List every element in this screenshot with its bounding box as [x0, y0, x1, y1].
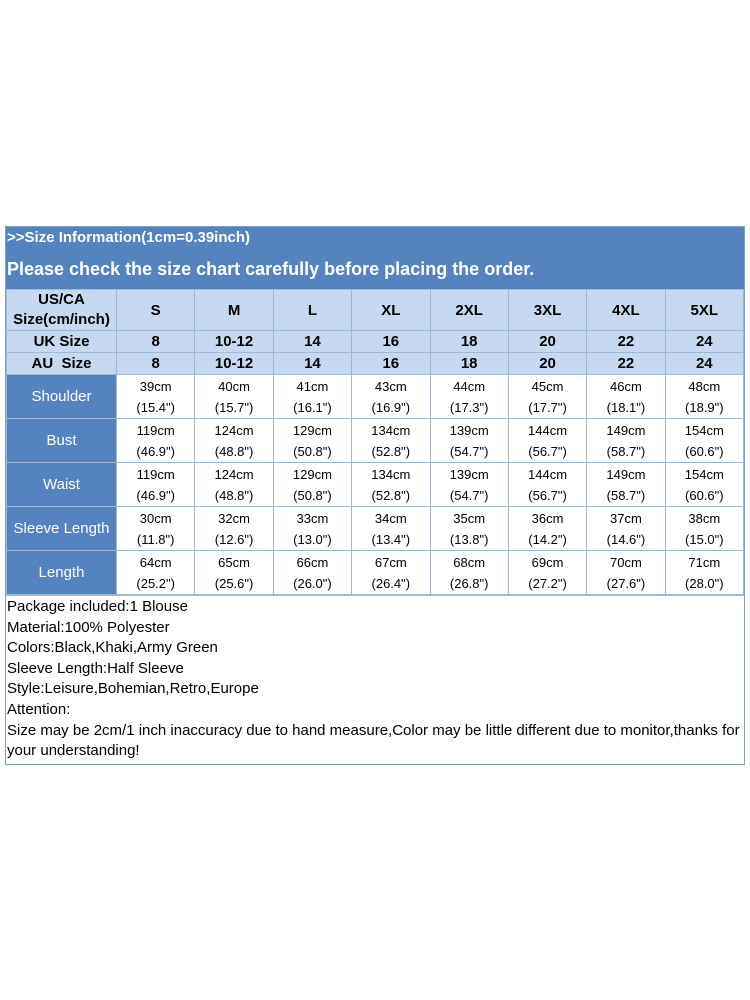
- measurement-cell: [430, 507, 508, 551]
- measurement-inch: (26.0"): [293, 575, 332, 591]
- measurement-label: Waist: [7, 463, 117, 507]
- uk-size-cell: 24: [665, 331, 743, 353]
- measurement-cell: [508, 551, 586, 595]
- measurement-cell: [352, 375, 430, 419]
- measurement-inch: (16.9"): [371, 399, 411, 415]
- product-notes: [6, 595, 744, 764]
- corner-header-cell: [7, 290, 117, 331]
- measurement-inch: (52.8"): [371, 487, 411, 503]
- measurement-cell: [273, 419, 351, 463]
- measurement-cell: [665, 375, 743, 419]
- measurement-cm: 134cm: [371, 422, 411, 438]
- measurement-cell: [273, 463, 351, 507]
- size-header-cell: L: [273, 290, 351, 331]
- measurement-inch: (54.7"): [449, 443, 489, 459]
- measurement-inch: (17.7"): [528, 399, 567, 415]
- measurement-cm: 129cm: [292, 422, 332, 438]
- measurement-cm: 33cm: [296, 510, 329, 526]
- measurement-cell: [195, 507, 273, 551]
- measurement-inch: (56.7"): [528, 487, 567, 503]
- measurement-cm: 154cm: [684, 422, 724, 438]
- measurement-cell: [587, 419, 665, 463]
- measurement-cell: [273, 507, 351, 551]
- measurement-cell: [508, 507, 586, 551]
- measurement-cell: [117, 463, 195, 507]
- measurement-inch: (48.8"): [214, 487, 254, 503]
- measurement-inch: (58.7"): [606, 487, 646, 503]
- measurement-inch: (50.8"): [293, 487, 332, 503]
- measurement-inch: (25.2"): [136, 575, 175, 591]
- uk-size-cell: 18: [430, 331, 508, 353]
- measurement-inch: (17.3"): [449, 399, 489, 415]
- measurement-cell: [665, 419, 743, 463]
- size-header-cell: 2XL: [430, 290, 508, 331]
- measurement-cm: 124cm: [214, 466, 254, 482]
- measurement-cell: [117, 419, 195, 463]
- au-size-cell: 22: [587, 353, 665, 375]
- measurement-inch: (50.8"): [293, 443, 332, 459]
- measurement-cell: [430, 463, 508, 507]
- measurement-cm: 66cm: [296, 554, 329, 570]
- measurement-inch: (25.6"): [214, 575, 254, 591]
- measurement-cm: 154cm: [684, 466, 724, 482]
- measurement-cm: 71cm: [688, 554, 721, 570]
- measurement-inch: (60.6"): [685, 487, 724, 503]
- measurement-cm: 46cm: [610, 378, 642, 394]
- measurement-cell: [195, 419, 273, 463]
- measurement-cm: 70cm: [610, 554, 642, 570]
- measurement-inch: (12.6"): [214, 531, 254, 547]
- measurement-cell: [352, 551, 430, 595]
- measurement-cm: 149cm: [606, 466, 646, 482]
- au-size-cell: 20: [508, 353, 586, 375]
- measurement-inch: (52.8"): [371, 443, 411, 459]
- measurement-cm: 124cm: [214, 422, 254, 438]
- measurement-cm: 30cm: [139, 510, 172, 526]
- measurement-cell: [430, 551, 508, 595]
- measurement-inch: (14.2"): [528, 531, 567, 547]
- note-package: Package included:1 Blouse: [7, 598, 188, 615]
- measurement-inch: (13.0"): [293, 531, 332, 547]
- measurement-cm: 149cm: [606, 422, 646, 438]
- au-size-cell: 18: [430, 353, 508, 375]
- note-material: Material:100% Polyester: [7, 618, 170, 636]
- measurement-row: [7, 419, 744, 463]
- measurement-inch: (15.4"): [136, 399, 175, 415]
- measurement-cell: [352, 463, 430, 507]
- au-size-cell: 14: [273, 353, 351, 375]
- measurement-cm: 45cm: [531, 378, 564, 394]
- measurement-cell: [508, 463, 586, 507]
- measurement-cell: [117, 507, 195, 551]
- measurement-cm: 48cm: [688, 378, 721, 394]
- measurement-cell: [117, 375, 195, 419]
- au-size-cell: 16: [352, 353, 430, 375]
- measurement-inch: (27.2"): [528, 575, 567, 591]
- size-info-heading: >>Size Information(1cm=0.39inch): [7, 229, 250, 246]
- measurement-inch: (15.7"): [214, 399, 254, 415]
- measurement-inch: (56.7"): [528, 443, 567, 459]
- measurement-inch: (26.8"): [449, 575, 489, 591]
- measurement-label: Bust: [7, 419, 117, 463]
- measurement-inch: (26.4"): [371, 575, 411, 591]
- measurement-cell: [587, 375, 665, 419]
- banner: [6, 227, 744, 289]
- au-size-label: AU Size: [7, 353, 117, 375]
- measurement-cell: [273, 551, 351, 595]
- measurement-cm: 39cm: [139, 378, 172, 394]
- measurement-label: Length: [7, 551, 117, 595]
- size-notice-heading: Please check the size chart carefully before placing the order.: [7, 259, 535, 279]
- measurement-row: [7, 375, 744, 419]
- measurement-cell: [430, 419, 508, 463]
- measurement-cell: [195, 551, 273, 595]
- measurement-cm: 36cm: [531, 510, 564, 526]
- measurement-cell: [587, 507, 665, 551]
- size-table: [6, 289, 744, 595]
- measurement-cm: 64cm: [139, 554, 172, 570]
- measurement-inch: (27.6"): [606, 575, 646, 591]
- measurement-cm: 37cm: [610, 510, 642, 526]
- measurement-cell: [508, 375, 586, 419]
- measurement-cm: 43cm: [374, 378, 407, 394]
- measurement-inch: (18.9"): [685, 399, 724, 415]
- measurement-row: [7, 463, 744, 507]
- uk-size-cell: 20: [508, 331, 586, 353]
- measurement-cm: 67cm: [374, 554, 407, 570]
- au-size-cell: 10-12: [195, 353, 273, 375]
- table-header-row: [7, 290, 744, 331]
- measurement-cell: [117, 551, 195, 595]
- note-sleeve-length: Sleeve Length:Half Sleeve: [7, 659, 184, 677]
- measurement-cell: [352, 507, 430, 551]
- uk-size-row: [7, 331, 744, 353]
- measurement-cm: 134cm: [371, 466, 411, 482]
- measurement-inch: (54.7"): [449, 487, 489, 503]
- measurement-inch: (48.8"): [214, 443, 254, 459]
- measurement-cell: [587, 551, 665, 595]
- measurement-cell: [665, 507, 743, 551]
- measurement-cell: [508, 419, 586, 463]
- measurement-cm: 40cm: [218, 378, 250, 394]
- corner-header-line2: Size(cm/inch): [13, 311, 110, 328]
- uk-size-cell: 14: [273, 331, 351, 353]
- measurement-cm: 38cm: [688, 510, 721, 526]
- measurement-cm: 44cm: [453, 378, 486, 394]
- measurement-inch: (60.6"): [685, 443, 724, 459]
- measurement-cm: 34cm: [374, 510, 407, 526]
- measurement-label: Sleeve Length: [7, 507, 117, 551]
- measurement-row: [7, 551, 744, 595]
- measurement-cell: [587, 463, 665, 507]
- measurement-inch: (28.0"): [685, 575, 724, 591]
- uk-size-cell: 8: [117, 331, 195, 353]
- measurement-cm: 144cm: [528, 422, 568, 438]
- au-size-row: [7, 353, 744, 375]
- size-header-cell: 4XL: [587, 290, 665, 331]
- measurement-inch: (11.8"): [136, 531, 175, 547]
- measurement-inch: (46.9"): [136, 443, 175, 459]
- note-accuracy: Size may be 2cm/1 inch inaccuracy due to hand measure,Color may be little different due to monitor,thanks for your understanding!: [7, 721, 740, 760]
- uk-size-cell: 10-12: [195, 331, 273, 353]
- measurement-cell: [430, 375, 508, 419]
- size-header-cell: M: [195, 290, 273, 331]
- note-colors: Colors:Black,Khaki,Army Green: [7, 639, 218, 657]
- measurement-cm: 68cm: [453, 554, 486, 570]
- measurement-inch: (16.1"): [293, 399, 332, 415]
- measurement-cell: [352, 419, 430, 463]
- size-header-cell: 3XL: [508, 290, 586, 331]
- measurement-cell: [665, 463, 743, 507]
- measurement-row: [7, 507, 744, 551]
- measurement-cm: 32cm: [218, 510, 250, 526]
- measurement-inch: (15.0"): [685, 531, 724, 547]
- measurement-inch: (14.6"): [606, 531, 646, 547]
- size-header-cell: S: [117, 290, 195, 331]
- measurement-cell: [273, 375, 351, 419]
- corner-header-line1: US/CA: [38, 291, 85, 308]
- measurement-inch: (58.7"): [606, 443, 646, 459]
- uk-size-cell: 16: [352, 331, 430, 353]
- measurement-cell: [195, 463, 273, 507]
- measurement-inch: (46.9"): [136, 487, 175, 503]
- note-style: Style:Leisure,Bohemian,Retro,Europe: [7, 680, 259, 698]
- measurement-inch: (13.8"): [449, 531, 489, 547]
- measurement-cm: 119cm: [136, 422, 175, 438]
- measurement-cm: 139cm: [449, 466, 489, 482]
- measurement-cell: [665, 551, 743, 595]
- measurement-cm: 65cm: [218, 554, 250, 570]
- measurement-cm: 41cm: [296, 378, 329, 394]
- measurement-cm: 144cm: [528, 466, 568, 482]
- size-chart: [5, 226, 745, 765]
- size-header-cell: 5XL: [665, 290, 743, 331]
- au-size-cell: 8: [117, 353, 195, 375]
- measurement-label: Shoulder: [7, 375, 117, 419]
- measurement-cm: 129cm: [292, 466, 332, 482]
- note-attention: Attention:: [7, 700, 71, 718]
- uk-size-label: UK Size: [7, 331, 117, 353]
- measurement-cm: 35cm: [453, 510, 486, 526]
- measurement-cm: 119cm: [136, 466, 175, 482]
- measurement-cm: 69cm: [531, 554, 564, 570]
- measurement-cm: 139cm: [449, 422, 489, 438]
- au-size-cell: 24: [665, 353, 743, 375]
- size-header-cell: XL: [352, 290, 430, 331]
- measurement-inch: (18.1"): [606, 399, 646, 415]
- measurement-cell: [195, 375, 273, 419]
- measurement-inch: (13.4"): [371, 531, 411, 547]
- uk-size-cell: 22: [587, 331, 665, 353]
